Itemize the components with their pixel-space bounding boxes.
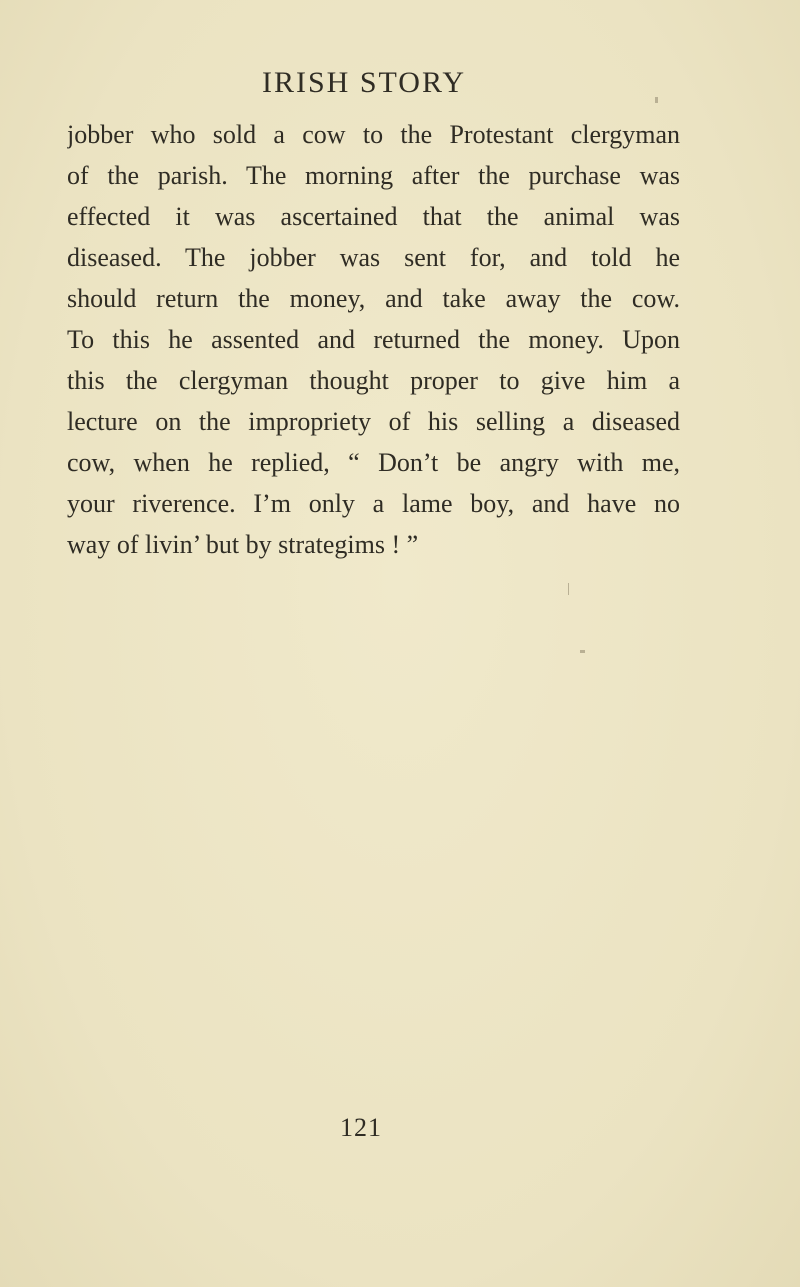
- text-line: diseased. The jobber was sent for, and told he: [67, 243, 680, 272]
- text-line: jobber who sold a cow to the Protestant clergyman: [67, 120, 680, 149]
- text-line: effected it was ascertained that the animal was: [67, 202, 680, 231]
- running-head: IRISH STORY: [262, 66, 466, 99]
- paper-speck: [580, 650, 585, 653]
- body-text: [67, 114, 680, 565]
- text-line: of the parish. The morning after the purchase was: [67, 161, 680, 190]
- text-line: your riverence. I’m only a lame boy, and have no: [67, 489, 680, 518]
- text-line: To this he assented and returned the money. Upon: [67, 325, 680, 354]
- text-line: cow, when he replied, “ Don’t be angry with me,: [67, 448, 680, 477]
- text-line: way of livin’ but by strategims ! ”: [67, 530, 419, 559]
- text-line: should return the money, and take away the cow.: [67, 284, 680, 313]
- text-line: this the clergyman thought proper to give him a: [67, 366, 680, 395]
- page-number: 121: [340, 1113, 382, 1142]
- text-line: lecture on the impropriety of his selling a diseased: [67, 407, 680, 436]
- paper-speck: [568, 583, 569, 595]
